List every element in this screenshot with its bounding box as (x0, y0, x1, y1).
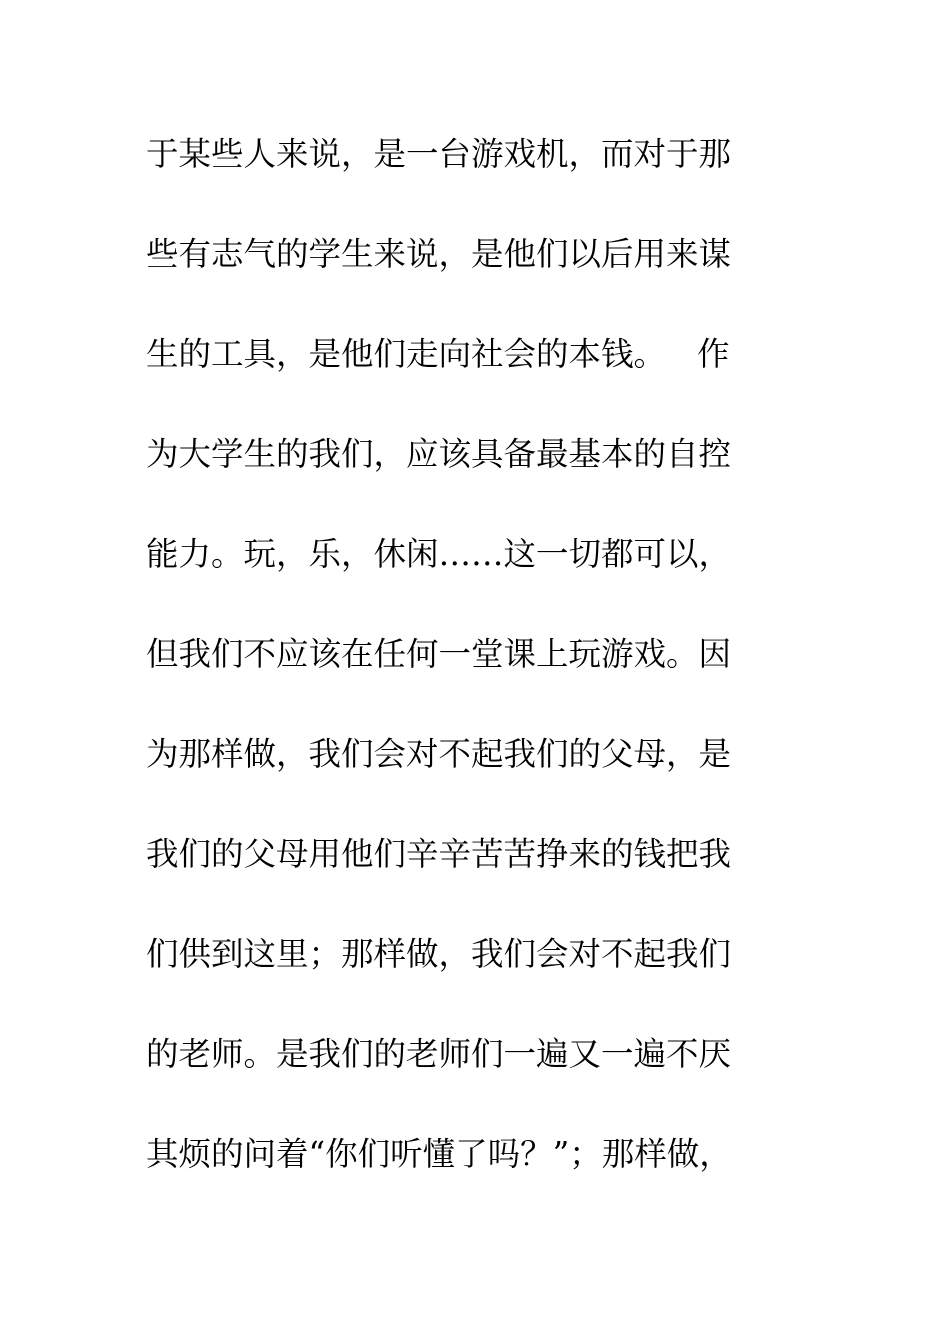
text-line: 些有志气的学生来说，是他们以后用来谋 (146, 235, 732, 273)
text-line: 生的工具，是他们走向社会的本钱。 作 (146, 335, 730, 373)
text-line: 但我们不应该在任何一堂课上玩游戏。因 (146, 635, 732, 673)
text-line: 为那样做，我们会对不起我们的父母，是 (146, 735, 732, 773)
body-text (146, 127, 806, 1227)
text-line: 我们的父母用他们辛辛苦苦挣来的钱把我 (146, 835, 732, 873)
text-line: 其烦的问着“你们听懂了吗？”；那样做， (146, 1135, 732, 1173)
text-line: 的老师。是我们的老师们一遍又一遍不厌 (146, 1035, 732, 1073)
text-line: 们供到这里；那样做，我们会对不起我们 (146, 935, 732, 973)
text-line: 能力。玩，乐，休闲……这一切都可以， (146, 535, 732, 573)
text-line: 于某些人来说，是一台游戏机，而对于那 (146, 135, 732, 173)
text-line: 为大学生的我们，应该具备最基本的自控 (146, 435, 732, 473)
